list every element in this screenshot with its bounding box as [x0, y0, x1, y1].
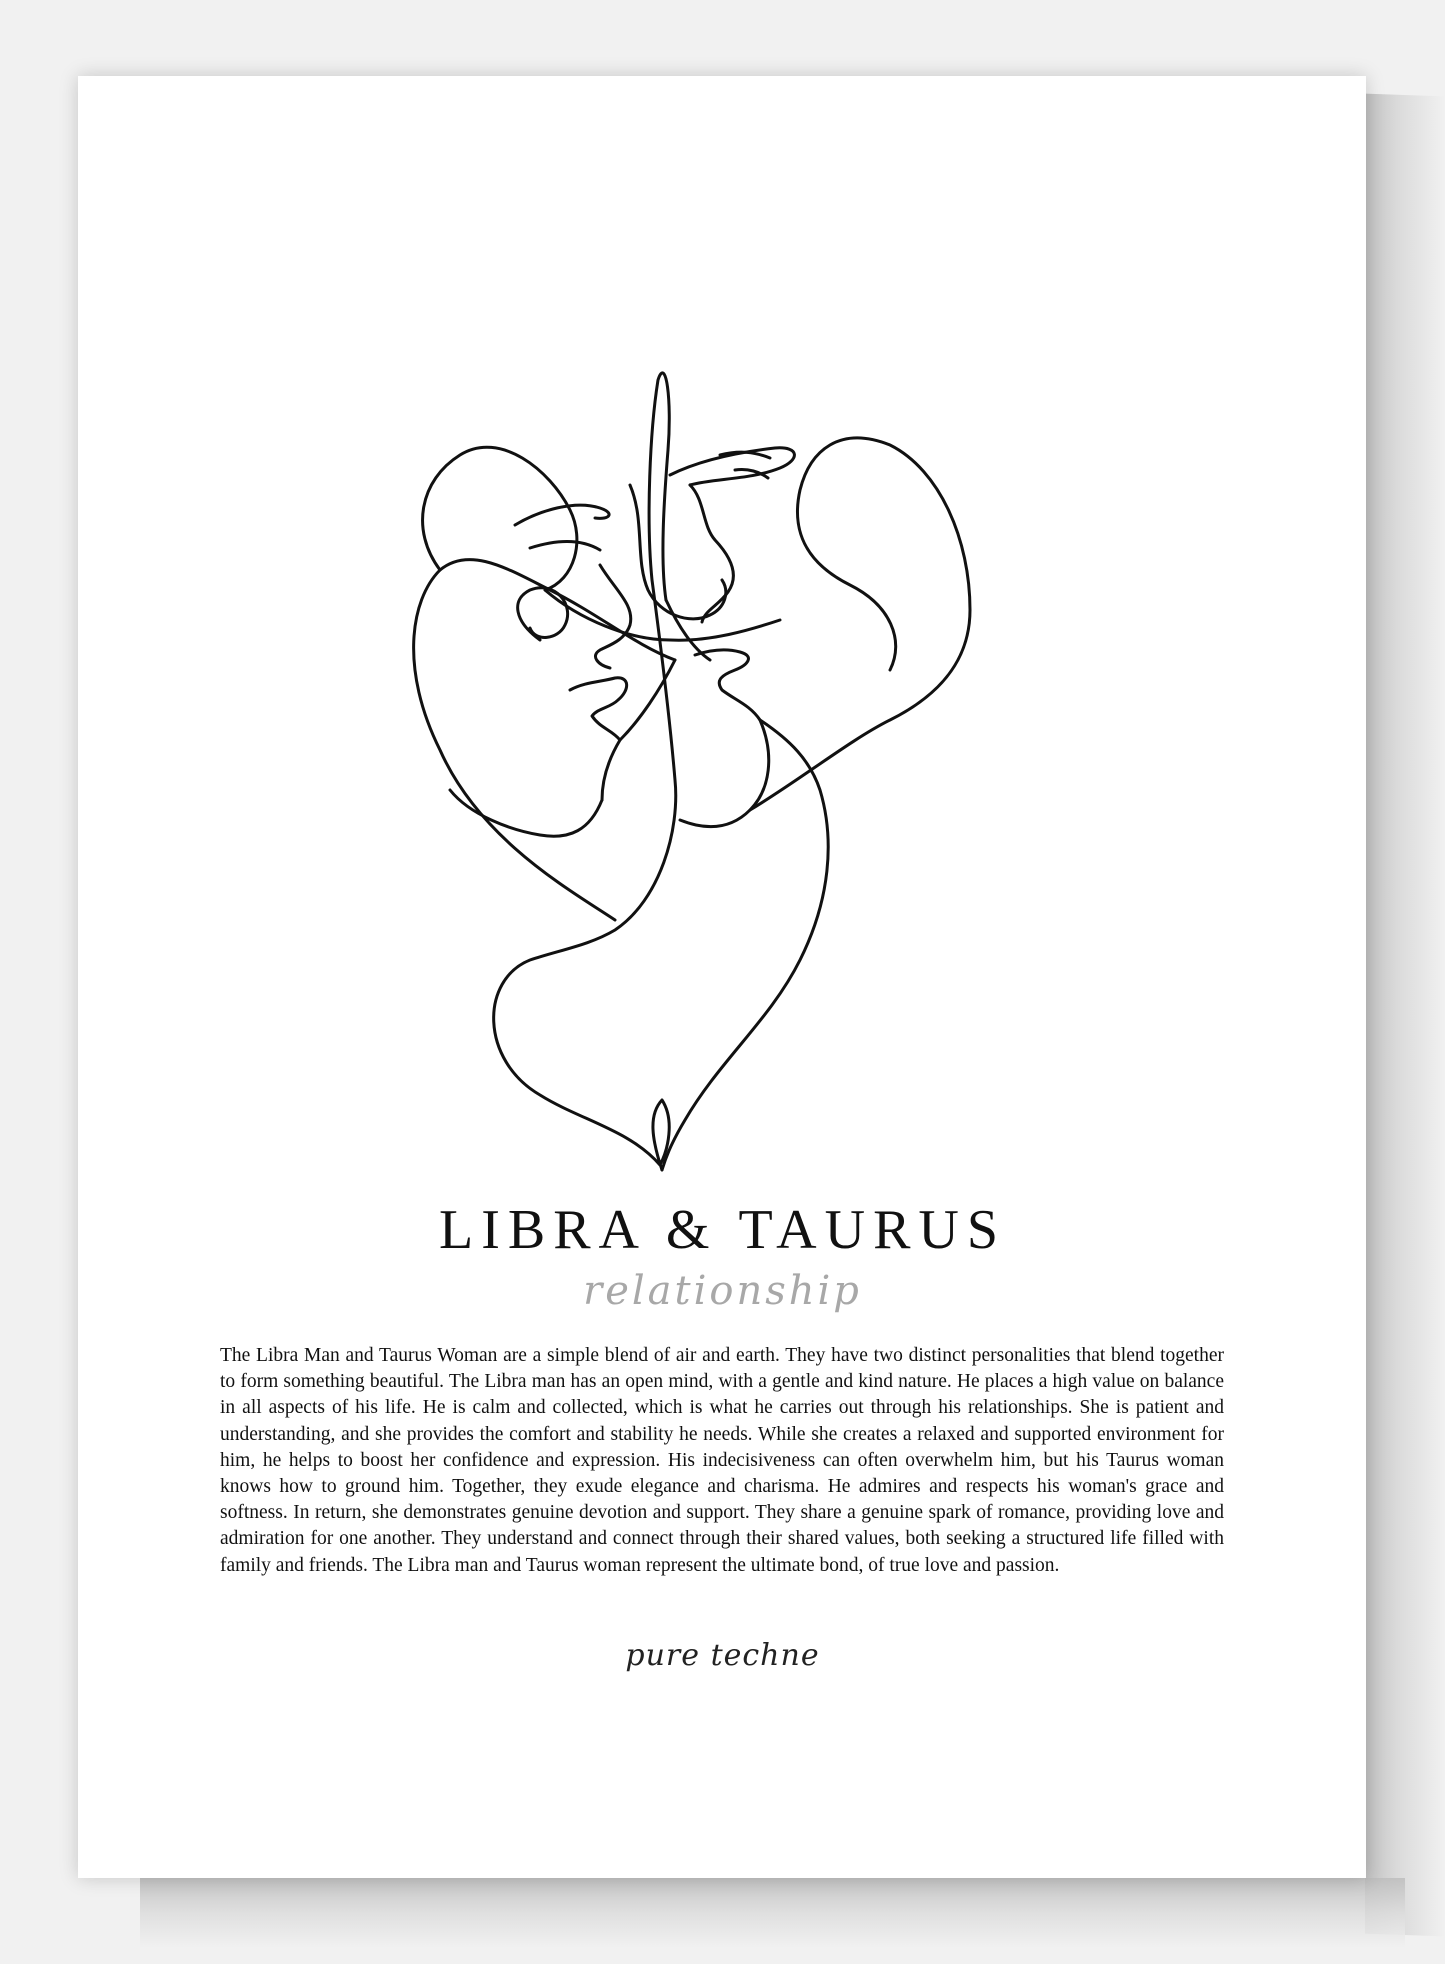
- poster-title: LIBRA & TAURUS: [439, 1199, 1006, 1261]
- poster-body-text: The Libra Man and Taurus Woman are a simple blend of air and earth. They have two distinct personalities that blend together to form something beautiful. The Libra man has an open mind, with a gentle and kind nature. He places a high value on balance in all aspects of his life. He is calm and collected, which is what he carries out through his relationships. She is patient and understanding, and she provides the comfort and stability he needs. While she creates a relaxed and supported environment for him, he helps to boost her confidence and expression. His indecisiveness can often overwhelm him, but his Taurus woman knows how to ground him. Together, they exude elegance and charisma. He admires and respects his woman's grace and softness. In return, she demonstrates genuine devotion and support. They share a genuine spark of romance, providing love and admiration for one another. They understand and connect through their shared values, both seeking a structured life filled with family and friends. The Libra man and Taurus woman represent the ultimate bond, of true love and passion.: [220, 1345, 1224, 1576]
- canvas-bottom-shadow: [140, 1878, 1405, 1948]
- poster-subtitle: relationship: [583, 1268, 862, 1314]
- line-art-couple-kissing-icon: [330, 360, 1050, 1230]
- brand-signature: pure techne: [625, 1638, 820, 1673]
